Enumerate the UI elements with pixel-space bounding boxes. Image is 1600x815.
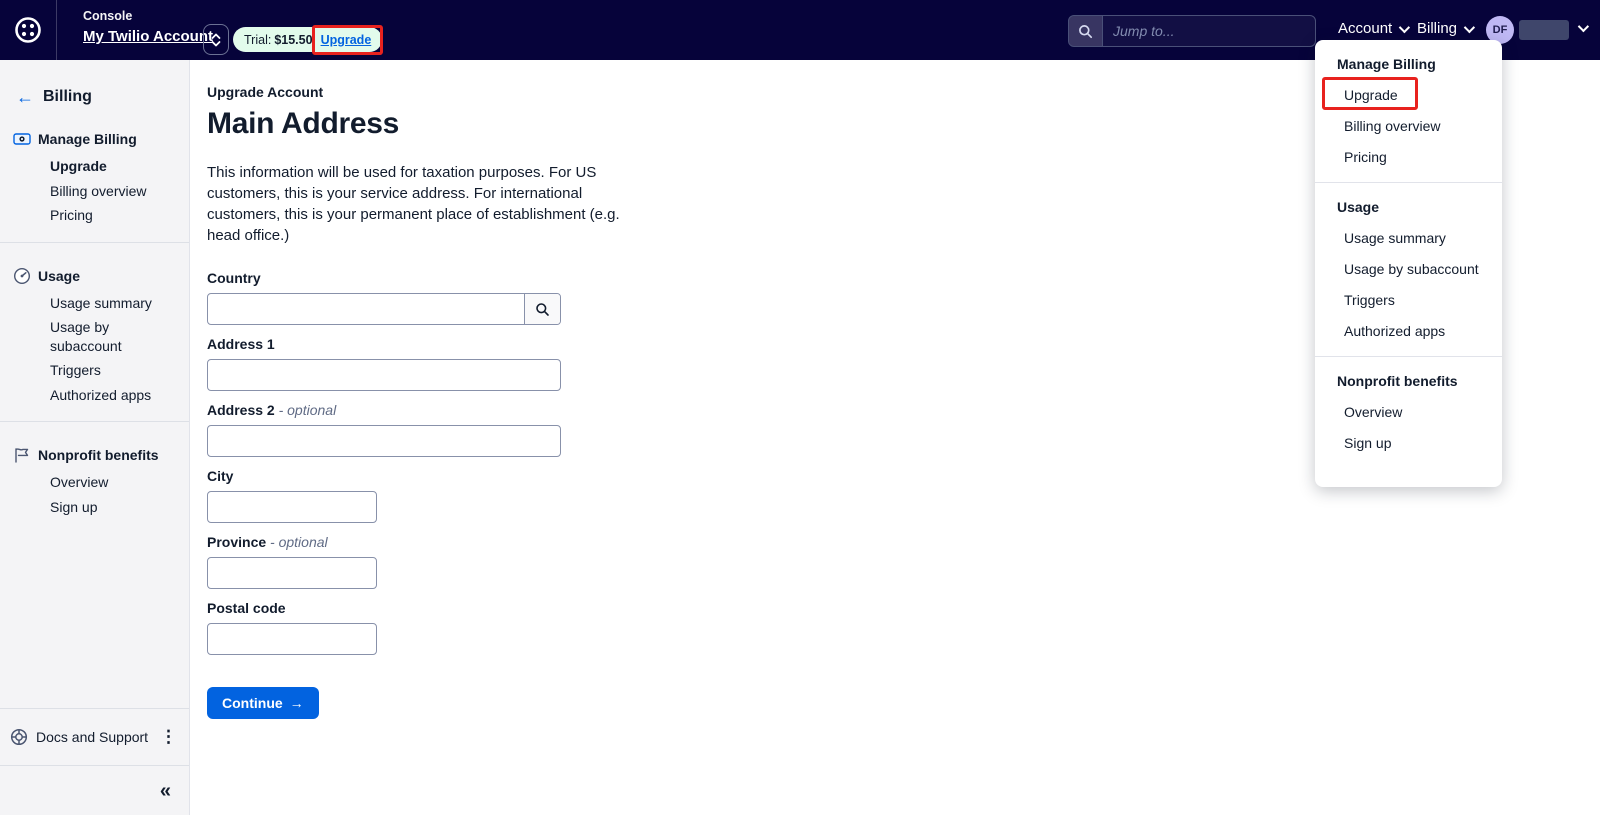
sidebar-item-billing-overview[interactable]: Billing overview: [50, 182, 147, 199]
flag-icon: [13, 446, 31, 464]
dropdown-item-billing-overview[interactable]: Billing overview: [1344, 118, 1441, 134]
address2-label: Address 2 - optional: [207, 402, 337, 418]
postal-code-input[interactable]: [208, 624, 377, 654]
sidebar-item-triggers[interactable]: Triggers: [50, 362, 101, 378]
sidebar-section-nonprofit: [0, 422, 189, 470]
collapse-sidebar-icon[interactable]: «: [159, 779, 171, 802]
up-down-chevrons-icon: [211, 32, 221, 48]
province-field: [207, 534, 1315, 589]
account-switcher-button[interactable]: [203, 24, 229, 55]
sidebar-item-usage-by-subaccount[interactable]: Usage by subaccount: [50, 319, 122, 354]
country-search-button[interactable]: [524, 294, 560, 324]
address2-field: [207, 402, 1315, 457]
city-field: [207, 468, 1315, 523]
page-description: This information will be used for taxation purposes. For US customers, this is your service address. For international customers, this is your permanent place of establishment (e.g. head office.): [207, 164, 620, 244]
sidebar-item-sign-up[interactable]: Sign up: [50, 498, 98, 515]
billing-dropdown-menu: [1315, 40, 1502, 487]
address1-input[interactable]: [208, 360, 560, 390]
dropdown-item-pricing[interactable]: Pricing: [1344, 149, 1387, 165]
nav-account-label: Account: [1338, 20, 1393, 37]
continue-label: Continue: [222, 695, 283, 711]
chevron-down-icon: [1464, 21, 1475, 32]
chevron-down-icon[interactable]: [1578, 21, 1589, 32]
dropdown-item-authorized-apps[interactable]: Authorized apps: [1344, 323, 1446, 339]
kebab-menu-icon[interactable]: ⋮: [160, 727, 177, 746]
dropdown-item-upgrade[interactable]: Upgrade: [1344, 87, 1398, 103]
twilio-logo[interactable]: [0, 0, 57, 60]
sidebar-item-authorized-apps[interactable]: Authorized apps: [50, 386, 152, 403]
continue-button[interactable]: [207, 687, 319, 719]
docs-and-support-label: Docs and Support: [36, 729, 149, 745]
dropdown-item-usage-by-subaccount[interactable]: Usage by subaccount: [1344, 261, 1479, 277]
optional-suffix: - optional: [278, 402, 337, 418]
address1-field: [207, 336, 1315, 391]
sidebar-item-pricing[interactable]: Pricing: [50, 207, 93, 223]
sidebar-item-upgrade[interactable]: Upgrade: [50, 158, 107, 174]
trial-label: Trial:: [244, 32, 272, 47]
topbar-upgrade-link[interactable]: Upgrade: [320, 32, 372, 47]
sidebar-footer: [0, 708, 189, 815]
postal-code-label: Postal code: [207, 600, 286, 616]
optional-suffix: - optional: [270, 534, 328, 550]
sidebar-section-manage-billing: [0, 106, 189, 154]
account-name-link[interactable]: My Twilio Account: [83, 28, 213, 45]
trial-balance-badge: [233, 27, 382, 52]
search-icon: [535, 302, 550, 317]
section-header-label: Usage: [38, 267, 81, 284]
back-arrow-icon[interactable]: ←: [16, 87, 34, 107]
dropdown-header-nonprofit: Nonprofit benefits: [1337, 373, 1458, 389]
jump-to-input[interactable]: [1103, 16, 1315, 46]
main-content: [190, 60, 1315, 815]
docs-and-support[interactable]: [0, 708, 189, 765]
sidebar-title-row: [0, 60, 189, 106]
sidebar-title: Billing: [43, 88, 92, 105]
cash-icon: [13, 130, 31, 148]
country-input[interactable]: [208, 294, 524, 324]
section-header-label: Nonprofit benefits: [38, 447, 159, 463]
city-input[interactable]: [208, 492, 377, 522]
dropdown-divider: [1315, 356, 1502, 357]
billing-sidebar: [0, 60, 190, 815]
dropdown-divider: [1315, 182, 1502, 183]
country-field: [207, 270, 1315, 325]
dropdown-item-triggers[interactable]: Triggers: [1344, 292, 1395, 308]
redacted-username: [1519, 20, 1569, 40]
gauge-icon: [13, 267, 31, 285]
address2-input[interactable]: [208, 426, 560, 456]
lifebuoy-icon: [10, 728, 28, 746]
user-avatar[interactable]: DF: [1486, 16, 1514, 44]
console-label: Console: [83, 9, 133, 23]
page-title: Main Address: [207, 107, 400, 140]
chevron-down-icon: [1399, 21, 1410, 32]
country-label: Country: [207, 270, 261, 286]
dropdown-item-usage-summary[interactable]: Usage summary: [1344, 230, 1446, 246]
dropdown-item-overview[interactable]: Overview: [1344, 404, 1403, 420]
nav-account-menu[interactable]: [1338, 20, 1407, 37]
postal-code-field: [207, 600, 1315, 655]
city-label: City: [207, 468, 234, 484]
address1-label: Address 1: [207, 336, 275, 352]
dropdown-header-manage-billing: Manage Billing: [1337, 56, 1436, 72]
nav-billing-label: Billing: [1417, 20, 1458, 37]
section-header-label: Manage Billing: [38, 131, 137, 147]
trial-amount: $15.50: [274, 32, 313, 47]
sidebar-collapse-row: [0, 765, 189, 815]
breadcrumb: Upgrade Account: [207, 84, 324, 100]
dropdown-item-sign-up[interactable]: Sign up: [1344, 435, 1392, 451]
province-label: Province - optional: [207, 534, 328, 550]
nav-billing-menu[interactable]: [1417, 20, 1472, 37]
dropdown-header-usage: Usage: [1337, 199, 1380, 215]
sidebar-item-overview[interactable]: Overview: [50, 474, 109, 490]
jump-to-search-box: [1068, 15, 1316, 47]
arrow-right-icon: →: [289, 695, 304, 711]
search-icon[interactable]: [1069, 16, 1103, 46]
sidebar-section-usage: [0, 243, 189, 291]
sidebar-item-usage-summary[interactable]: Usage summary: [50, 294, 152, 311]
twilio-logo-icon: [13, 15, 43, 45]
province-input[interactable]: [208, 558, 377, 588]
